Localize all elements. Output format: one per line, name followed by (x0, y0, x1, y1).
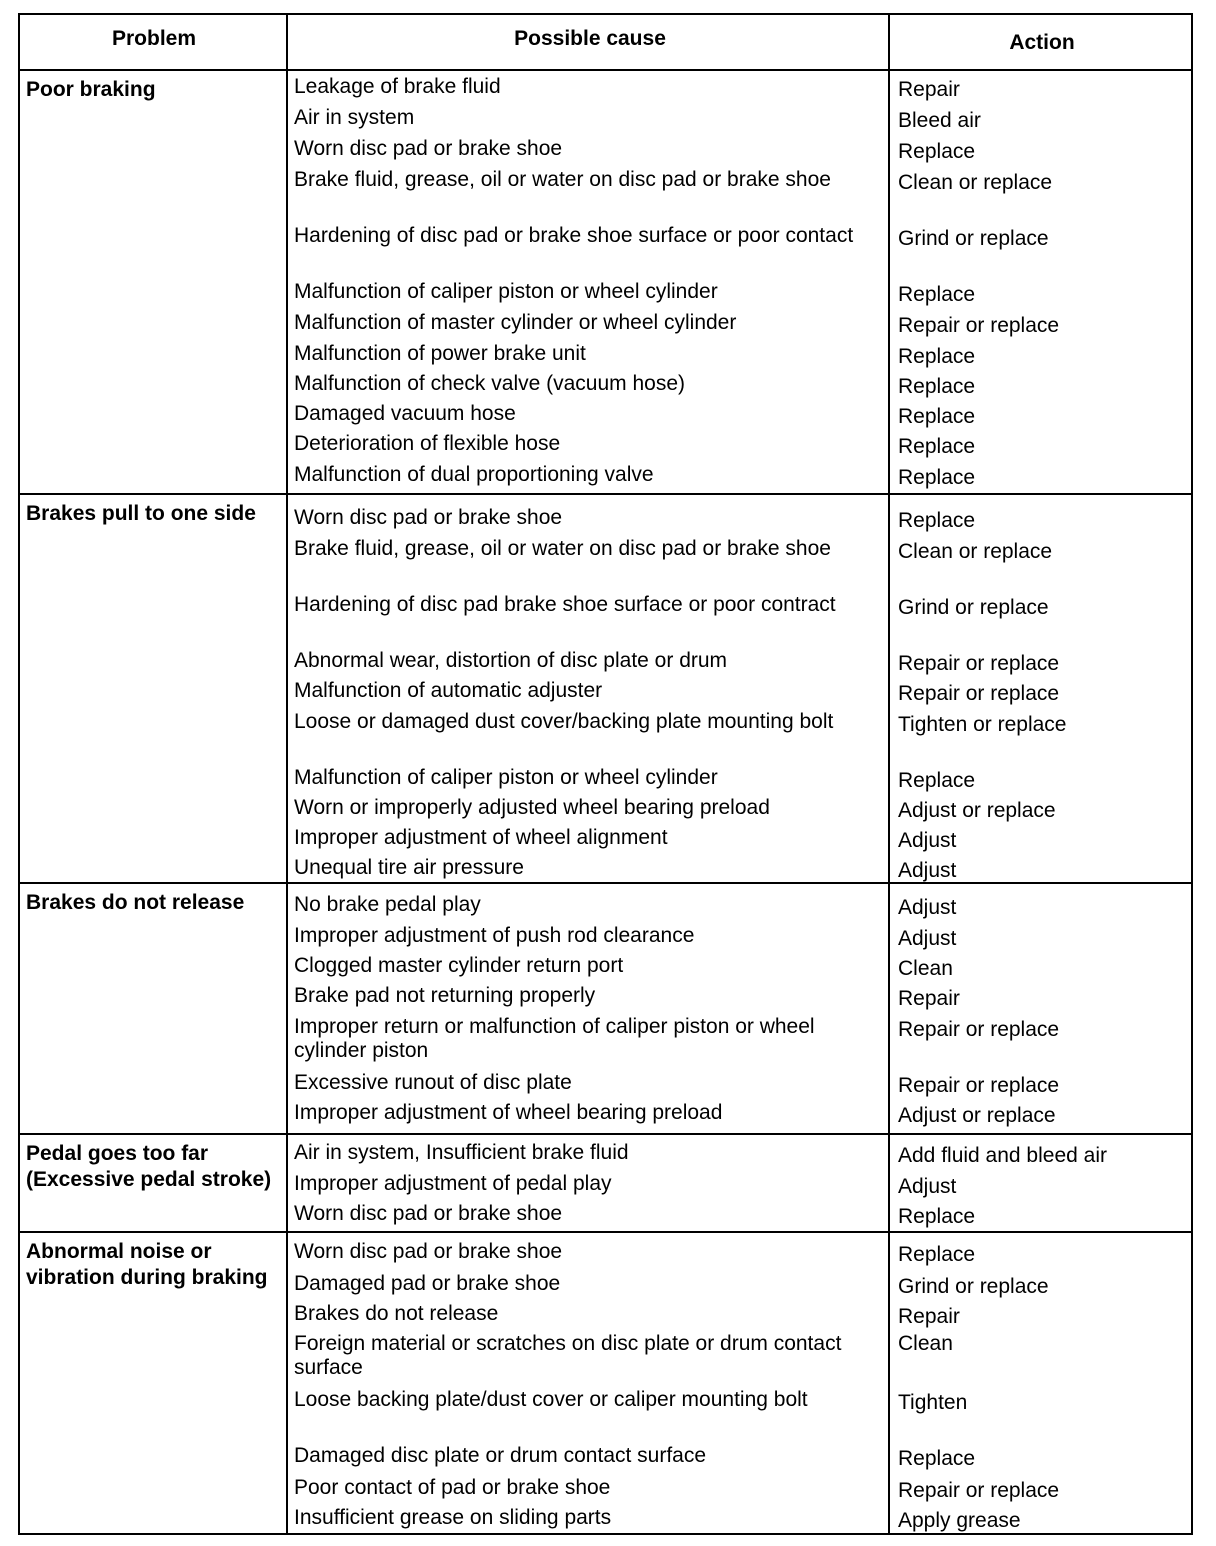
cause-cell: Deterioration of flexible hose (294, 432, 561, 455)
cause-cell: Improper adjustment of pedal play (294, 1172, 612, 1195)
action-cell: Replace (898, 466, 976, 489)
action-cell: Replace (898, 283, 976, 306)
cause-cell: Worn disc pad or brake shoe (294, 137, 563, 160)
action-cell: Apply grease (898, 1509, 1021, 1532)
cause-cell: Excessive runout of disc plate (294, 1071, 572, 1094)
cause-cell: Improper adjustment of push rod clearance (294, 924, 695, 947)
cause-cell: Loose backing plate/dust cover or caliper mounting bolt (294, 1388, 808, 1411)
action-cell: Replace (898, 1243, 976, 1266)
cause-cell: Abnormal wear, distortion of disc plate or drum (294, 649, 728, 672)
action-cell: Adjust (898, 896, 957, 919)
action-cell: Replace (898, 435, 976, 458)
problem-label: Brakes do not release (26, 891, 245, 914)
cause-cell: No brake pedal play (294, 893, 481, 916)
problem-label: Brakes pull to one side (26, 502, 256, 525)
cause-cell: Malfunction of caliper piston or wheel cylinder (294, 766, 718, 789)
cause-cell: Improper return or malfunction of caliper piston or wheel cylinder piston (294, 1015, 815, 1062)
cause-cell: Brake fluid, grease, oil or water on disc pad or brake shoe (294, 537, 831, 560)
cause-cell: Air in system, Insufficient brake fluid (294, 1141, 629, 1164)
action-cell: Clean (898, 1332, 953, 1355)
cause-cell: Improper adjustment of wheel alignment (294, 826, 668, 849)
action-cell: Repair or replace (898, 1074, 1060, 1097)
cause-cell: Worn or improperly adjusted wheel bearing preload (294, 796, 770, 819)
cause-cell: Malfunction of master cylinder or wheel cylinder (294, 311, 737, 334)
cause-cell: Brakes do not release (294, 1302, 499, 1325)
action-cell: Adjust (898, 859, 957, 882)
cause-cell: Malfunction of automatic adjuster (294, 679, 603, 702)
table-header (20, 15, 1191, 71)
action-cell: Grind or replace (898, 596, 1049, 619)
header-problem: Problem (111, 27, 197, 50)
action-cell: Replace (898, 375, 976, 398)
cause-cell: Malfunction of dual proportioning valve (294, 463, 654, 486)
action-cell: Grind or replace (898, 227, 1049, 250)
header-action: Action (1009, 31, 1075, 54)
troubleshooting-table (18, 13, 1193, 1535)
cause-cell: Clogged master cylinder return port (294, 954, 624, 977)
problem-group (20, 1133, 1191, 1231)
cause-cell: Malfunction of power brake unit (294, 342, 586, 365)
action-cell: Repair or replace (898, 1018, 1060, 1041)
action-cell: Tighten (898, 1391, 968, 1414)
action-cell: Replace (898, 1447, 976, 1470)
action-cell: Replace (898, 1205, 976, 1228)
action-cell: Tighten or replace (898, 713, 1067, 736)
action-cell: Replace (898, 140, 976, 163)
action-cell: Replace (898, 509, 976, 532)
problem-label: Abnormal noise or vibration during braking (26, 1240, 268, 1289)
problem-label: Pedal goes too far (Excessive pedal stroke) (26, 1142, 272, 1191)
action-cell: Grind or replace (898, 1275, 1049, 1298)
action-cell: Bleed air (898, 109, 981, 132)
action-cell: Clean or replace (898, 171, 1053, 194)
cause-cell: Hardening of disc pad or brake shoe surface or poor contact (294, 224, 854, 247)
header-possible-cause: Possible cause (514, 27, 666, 50)
action-cell: Repair or replace (898, 652, 1060, 675)
action-cell: Clean (898, 957, 953, 980)
action-cell: Repair (898, 78, 960, 101)
action-cell: Repair or replace (898, 682, 1060, 705)
cause-cell: Air in system (294, 106, 415, 129)
action-cell: Adjust (898, 927, 957, 950)
action-cell: Adjust (898, 1175, 957, 1198)
cause-cell: Insufficient grease on sliding parts (294, 1506, 612, 1529)
cause-cell: Poor contact of pad or brake shoe (294, 1476, 611, 1499)
cause-cell: Malfunction of check valve (vacuum hose) (294, 372, 686, 395)
cause-cell: Malfunction of caliper piston or wheel cylinder (294, 280, 718, 303)
action-cell: Add fluid and bleed air (898, 1144, 1107, 1167)
problem-group (20, 1231, 1191, 1533)
action-cell: Repair or replace (898, 1479, 1060, 1502)
cause-cell: Foreign material or scratches on disc plate or drum contact surface (294, 1332, 842, 1379)
cause-cell: Worn disc pad or brake shoe (294, 506, 563, 529)
problem-label: Poor braking (26, 78, 156, 101)
action-cell: Adjust (898, 829, 957, 852)
action-cell: Replace (898, 405, 976, 428)
cause-cell: Damaged pad or brake shoe (294, 1272, 561, 1295)
action-cell: Replace (898, 345, 976, 368)
action-cell: Replace (898, 769, 976, 792)
cause-cell: Improper adjustment of wheel bearing preload (294, 1101, 723, 1124)
cause-cell: Loose or damaged dust cover/backing plate mounting bolt (294, 710, 834, 733)
problem-group (20, 493, 1191, 882)
action-cell: Repair (898, 987, 960, 1010)
cause-cell: Brake fluid, grease, oil or water on disc pad or brake shoe (294, 168, 831, 191)
action-cell: Clean or replace (898, 540, 1053, 563)
cause-cell: Worn disc pad or brake shoe (294, 1202, 563, 1225)
cause-cell: Worn disc pad or brake shoe (294, 1240, 563, 1263)
action-cell: Repair (898, 1305, 960, 1328)
cause-cell: Hardening of disc pad brake shoe surface or poor contract (294, 593, 836, 616)
action-cell: Adjust or replace (898, 1104, 1056, 1127)
cause-cell: Leakage of brake fluid (294, 75, 501, 98)
action-cell: Repair or replace (898, 314, 1060, 337)
cause-cell: Damaged disc plate or drum contact surface (294, 1444, 707, 1467)
cause-cell: Damaged vacuum hose (294, 402, 516, 425)
problem-group (20, 71, 1191, 493)
action-cell: Adjust or replace (898, 799, 1056, 822)
cause-cell: Brake pad not returning properly (294, 984, 596, 1007)
problem-group (20, 882, 1191, 1133)
cause-cell: Unequal tire air pressure (294, 856, 524, 879)
